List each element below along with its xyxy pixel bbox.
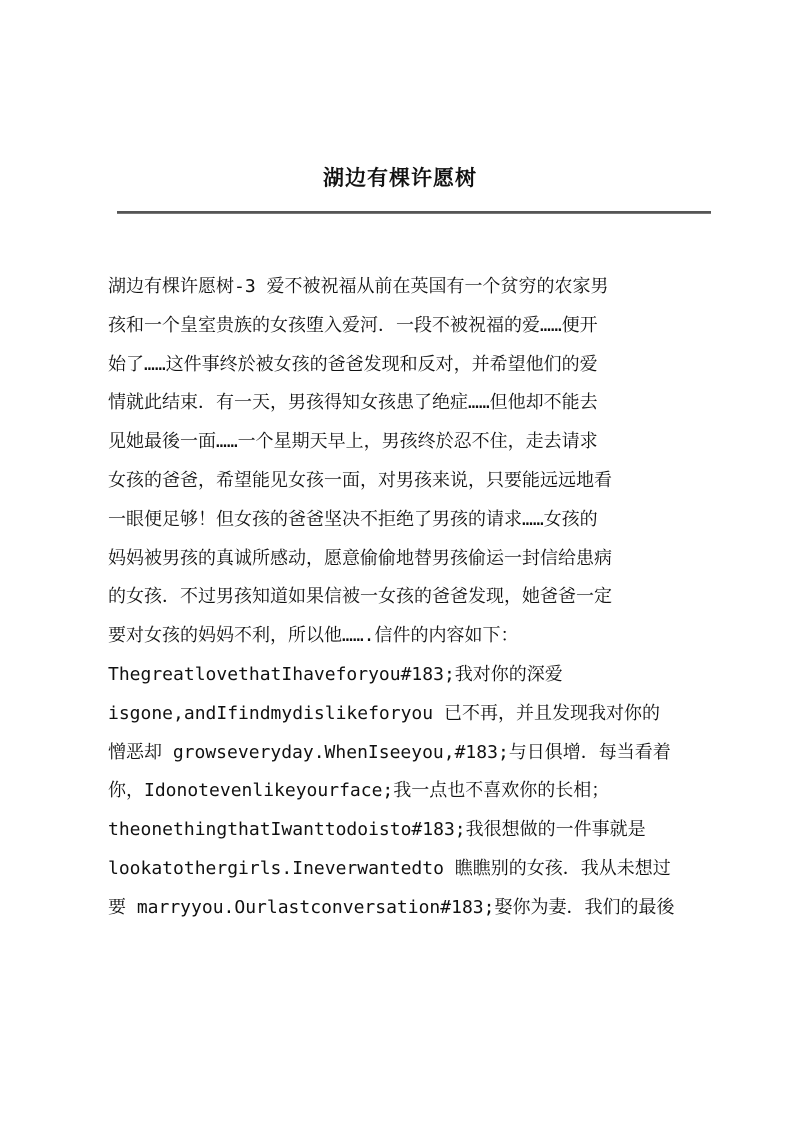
text-line: 情就此结束．有一天，男孩得知女孩患了绝症……但他却不能去 [108,392,598,414]
title-divider [117,211,711,214]
text-line: 湖边有棵许愿树-3 爱不被祝福从前在英国有一个贫穷的农家男 [108,276,609,297]
text-line: theonethingthatIwanttodoisto#183;我很想做的一件事就是 [108,819,646,841]
text-line: ThegreatlovethatIhaveforyou#183;我对你的深爱 [108,663,563,685]
page-title: 湖边有棵许愿树 [323,165,477,190]
text-line: lookatothergirls.Ineverwantedto 瞧瞧别的女孩．我从未想过 [108,857,671,879]
text-line: isgone,andIfindmydislikeforyou 已不再，并且发现我对你的 [108,702,660,724]
text-line: 妈妈被男孩的真诚所感动，愿意偷偷地替男孩偷运一封信给患病 [108,547,612,569]
text-line: 要 marryyou.Ourlastconversation#183;娶你为妻．我们的最後 [108,896,675,918]
text-line: 见她最後一面……一个星期天早上，男孩终於忍不住，走去请求 [108,431,598,453]
text-line: 女孩的爸爸，希望能见女孩一面，对男孩来说，只要能远远地看 [108,469,612,491]
text-line: 的女孩．不过男孩知道如果信被一女孩的爸爸发现，她爸爸一定 [108,586,612,608]
text-line: 憎恶却 growseveryday.WhenIseeyou,#183;与日俱增．每当看着 [108,741,671,763]
text-line: 一眼便足够！但女孩的爸爸坚决不拒绝了男孩的请求……女孩的 [108,508,598,530]
text-line: 始了……这件事终於被女孩的爸爸发现和反对，并希望他们的爱 [108,353,598,375]
text-line: 孩和一个皇室贵族的女孩堕入爱河．一段不被祝福的爱……便开 [108,314,598,336]
body-text [108,268,713,928]
text-line: 要对女孩的妈妈不利，所以他…….信件的内容如下： [108,625,519,647]
text-line: 你，Idonotevenlikeyourface;我一点也不喜欢你的长相； [108,780,610,802]
